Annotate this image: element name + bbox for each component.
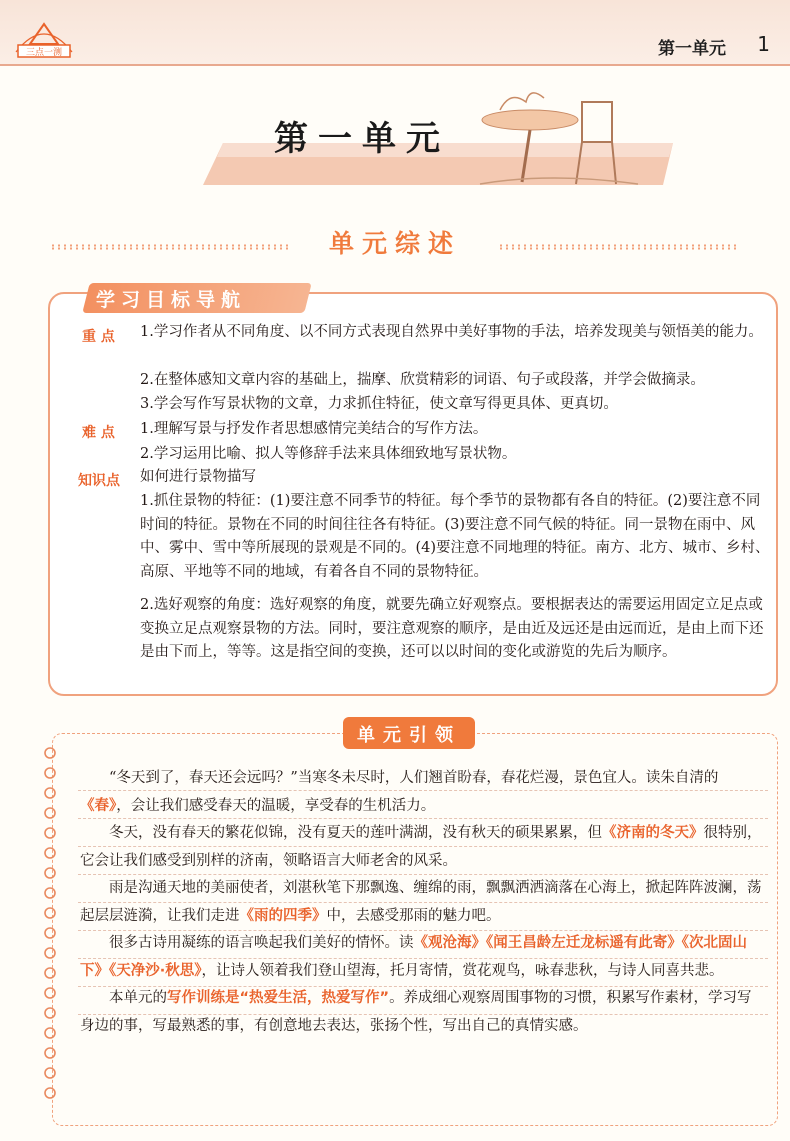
guide-paragraph xyxy=(80,820,766,875)
objectives-tab-label: 学习目标导航 xyxy=(96,289,247,311)
dotted-divider-right xyxy=(500,244,740,250)
guide-text: 冬天，没有春天的繁花似锦，没有夏天的莲叶满湖，没有秋天的硕果累累，但 xyxy=(109,825,602,841)
guide-text: ，会让我们感受春天的温暖，享受春的生机活力。 xyxy=(116,797,436,814)
guide-paragraph xyxy=(80,875,766,930)
series-logo xyxy=(12,18,76,62)
key-point-item: 3.学会写作写景状物的文章，力求抓住特征，使文章写得更具体、更真切。 xyxy=(140,396,618,412)
knowledge-intro: 如何进行景物描写 xyxy=(140,469,256,485)
key-point-item: 2.在整体感知文章内容的基础上，揣摩、欣赏精彩的词语、句子或段落，并学会做摘录。 xyxy=(140,372,705,388)
guide-paragraph xyxy=(80,985,766,1040)
unit-title: 第一单元 xyxy=(274,119,450,159)
difficulty-item: 1.理解写景与抒发作者思想感情完美结合的写作方法。 xyxy=(140,421,488,437)
guide-paragraph xyxy=(80,765,766,820)
section-heading: 单元综述 xyxy=(328,229,461,258)
notebook-spiral xyxy=(40,745,66,1115)
guide-text: 本单元的 xyxy=(109,990,167,1006)
text-title-link: 《雨的四季》 xyxy=(239,907,327,924)
key-point-item: 1.学习作者从不同角度、以不同方式表现自然界中美好事物的手法，培养发现美与领悟美的能力。 xyxy=(140,324,763,340)
text-title-link: 《观沧海》《闻王昌龄左迁龙标遥有此寄》《次北固山下》《天净沙·秋思》 xyxy=(80,935,747,979)
key-points-label: 重 点 xyxy=(82,329,115,345)
running-header-chapter: 第一单元 xyxy=(658,39,726,59)
chair-and-table-illustration xyxy=(470,80,640,188)
dotted-divider-left xyxy=(52,244,292,250)
knowledge-item: 1.抓住景物的特征：(1)要注意不同季节的特征。每个季节的景物都有各自的特征。(2)要注意不同时间的特征。景物在不同的时间往往各有特征。(3)要注意不同气候的特征。同一景物在雨中、风中、雾中、雪中等所展现的景观是不同的。(4)要注意不同地理的特征。南方、北方、城市、乡村、高原、平地等不同的地域，有着各自不同的景物特征。 xyxy=(140,493,770,580)
guide-text: 很多古诗用凝练的语言唤起我们美好的情怀。读 xyxy=(109,935,414,951)
guide-text: 雨是沟通天地的美丽使者，刘湛秋笔下那飘逸、缠绵的雨，飘飘洒洒滴落在心海上，掀起阵阵波澜，荡起层层涟漪，让我们走进 xyxy=(80,880,762,924)
guide-text: 。养成细心观察周围事物的习惯，积累写作素材，学习写身边的事，写最熟悉的事，有创意地去表达，张扬个性，写出自己的真情实感。 xyxy=(80,990,752,1034)
svg-text:三点一测: 三点一测 xyxy=(25,48,63,58)
guide-text: 中，去感受那雨的魅力吧。 xyxy=(326,907,501,924)
guide-text: 很特别，它会让我们感受到别样的济南，领略语言大师老舍的风采。 xyxy=(80,825,762,869)
text-title-link: 《春》 xyxy=(80,797,117,814)
knowledge-item: 2.选好观察的角度：选好观察的角度，就要先确立好观察点。要根据表达的需要运用固定立足点或变换立足点观察景物的方法。同时，要注意观察的顺序，是由近及远还是由远而近，是由上而下还是由下而上，等等。这是指空间的变换，还可以以时间的变化或游览的先后为顺序。 xyxy=(140,597,764,660)
guide-text: ，让诗人领着我们登山望海，托月寄情，赏花观鸟，咏春悲秋，与诗人同喜共悲。 xyxy=(201,962,724,979)
guide-tab-label: 单元引领 xyxy=(357,725,461,746)
knowledge-label: 知识点 xyxy=(78,473,120,489)
difficulty-item: 2.学习运用比喻、拟人等修辞手法来具体细致地写景状物。 xyxy=(140,446,517,462)
text-title-link: 《济南的冬天》 xyxy=(602,825,704,841)
writing-task-highlight: 写作训练是“热爱生活，热爱写作” xyxy=(167,990,390,1006)
difficulty-label: 难 点 xyxy=(82,425,115,441)
page-number: 1 xyxy=(757,32,770,56)
guide-text: “冬天到了，春天还会远吗？”当寒冬未尽时，人们翘首盼春，春花烂漫，景色宜人。读朱自清的 xyxy=(109,770,719,786)
guide-paragraph xyxy=(80,930,766,985)
